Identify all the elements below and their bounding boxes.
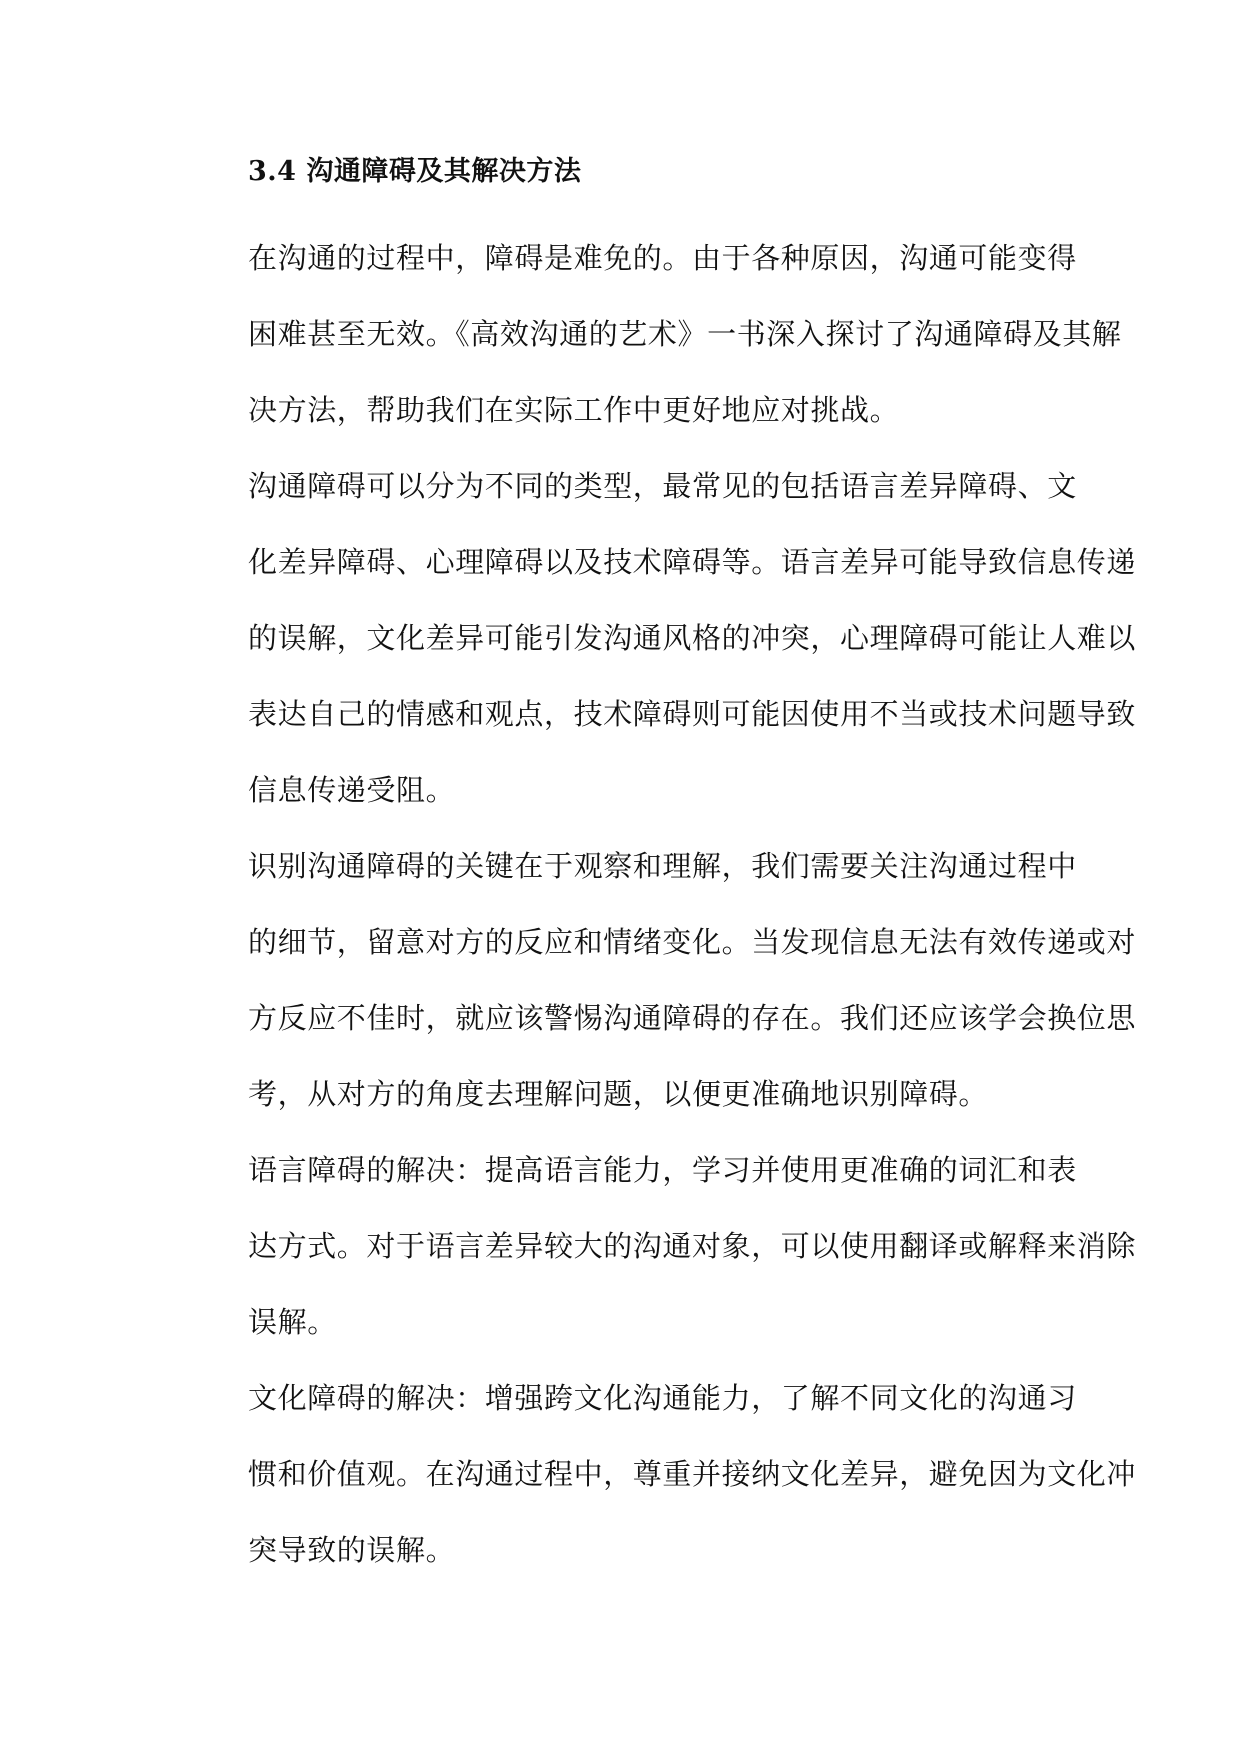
paragraph-culture-solution — [188, 1360, 1137, 1588]
text-line: 识别沟通障碍的关键在于观察和理解，我们需要关注沟通过程中 — [248, 849, 1077, 883]
paragraph-barrier-types — [188, 448, 1137, 828]
document-page — [188, 150, 1137, 1588]
text-line: 在沟通的过程中，障碍是难免的。由于各种原因，沟通可能变得 — [248, 241, 1077, 275]
text-line: 达方式。对于语言差异较大的沟通对象，可以使用翻译或解释来消除 — [248, 1229, 1137, 1263]
text-line: 突导致的误解。 — [248, 1533, 456, 1567]
text-line: 沟通障碍可以分为不同的类型，最常见的包括语言差异障碍、文 — [248, 469, 1077, 503]
text-line: 文化障碍的解决：增强跨文化沟通能力，了解不同文化的沟通习 — [248, 1381, 1077, 1415]
paragraph-intro — [188, 220, 1122, 448]
text-line: 信息传递受阻。 — [248, 773, 456, 807]
text-line: 方反应不佳时，就应该警惕沟通障碍的存在。我们还应该学会换位思 — [248, 1001, 1137, 1035]
text-line: 惯和价值观。在沟通过程中，尊重并接纳文化差异，避免因为文化冲 — [248, 1457, 1137, 1491]
text-line: 语言障碍的解决：提高语言能力，学习并使用更准确的词汇和表 — [248, 1153, 1077, 1187]
paragraph-language-solution — [188, 1132, 1137, 1360]
text-line: 化差异障碍、心理障碍以及技术障碍等。语言差异可能导致信息传递 — [248, 545, 1137, 579]
section-heading: 3.4 沟通障碍及其解决方法 — [248, 156, 582, 187]
text-line: 决方法，帮助我们在实际工作中更好地应对挑战。 — [248, 393, 900, 427]
text-line: 的误解，文化差异可能引发沟通风格的冲突，心理障碍可能让人难以 — [248, 621, 1137, 655]
text-line: 表达自己的情感和观点，技术障碍则可能因使用不当或技术问题导致 — [248, 697, 1137, 731]
paragraph-identify-barriers — [188, 828, 1137, 1132]
text-line: 考，从对方的角度去理解问题，以便更准确地识别障碍。 — [248, 1077, 989, 1111]
text-line: 困难甚至无效。《高效沟通的艺术》一书深入探讨了沟通障碍及其解 — [248, 317, 1122, 351]
text-line: 的细节，留意对方的反应和情绪变化。当发现信息无法有效传递或对 — [248, 925, 1137, 959]
text-line: 误解。 — [248, 1305, 337, 1339]
